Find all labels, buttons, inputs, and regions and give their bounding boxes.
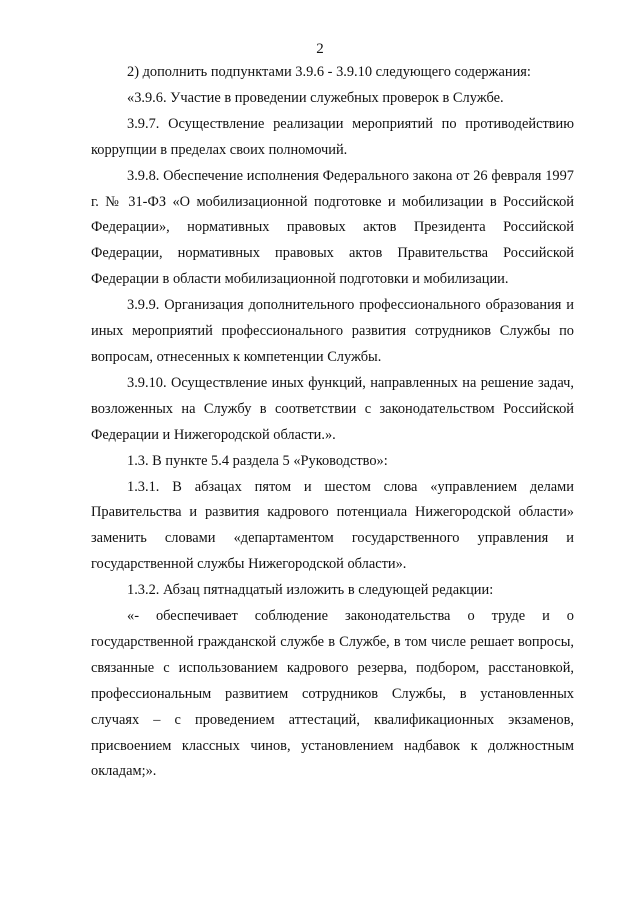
- page-number: 2: [316, 41, 324, 57]
- document-body: [91, 60, 574, 785]
- paragraph-1-3-1: 1.3.1. В абзацах пятом и шестом слова «управлением делами Правительства и развития кадрового потенциала Нижегородской области» заменить словами «департаментом государственного управления и государственной службы Нижегородской области».: [91, 478, 574, 573]
- paragraph-1-3: 1.3. В пункте 5.4 раздела 5 «Руководство»:: [127, 452, 388, 469]
- paragraph-amendment-text: «- обеспечивает соблюдение законодательства о труде и о государственной гражданской службе в Службе, в том числе решает вопросы, связанные с использованием кадрового резерва, подбором, расстановкой, профессиональным развитием сотрудников Службы, в установленных случаях – с проведением аттестаций, квалификационных экзаменов, присвоением классных чинов, установлением надбавок к должностным окладам;».: [91, 608, 574, 780]
- paragraph-3-9-9: 3.9.9. Организация дополнительного профессионального образования и иных мероприятий профессионального развития сотрудников Службы по вопросам, отнесенных к компетенции Службы.: [91, 297, 574, 365]
- paragraph-1-3-2: 1.3.2. Абзац пятнадцатый изложить в следующей редакции:: [127, 582, 494, 599]
- paragraph-3-9-10: 3.9.10. Осуществление иных функций, направленных на решение задач, возложенных на Службу в соответствии с законодательством Российской Федерации и Нижегородской области.».: [91, 374, 574, 443]
- paragraph-intro: 2) дополнить подпунктами 3.9.6 - 3.9.10 следующего содержания:: [127, 64, 531, 80]
- paragraph-3-9-8: 3.9.8. Обеспечение исполнения Федерального закона от 26 февраля 1997 г. № 31-ФЗ «О мобилизационной подготовке и мобилизации в Российской Федерации», нормативных правовых актов Президента Российской Федерации, нормативных правовых актов Правительства Российской Федерации в области мобилизационной подготовки и мобилизации.: [91, 167, 574, 288]
- paragraph-3-9-6: «3.9.6. Участие в проведении служебных проверок в Службе.: [127, 89, 504, 106]
- paragraph-3-9-7: 3.9.7. Осуществление реализации мероприятий по противодействию коррупции в пределах своих полномочий.: [91, 115, 574, 158]
